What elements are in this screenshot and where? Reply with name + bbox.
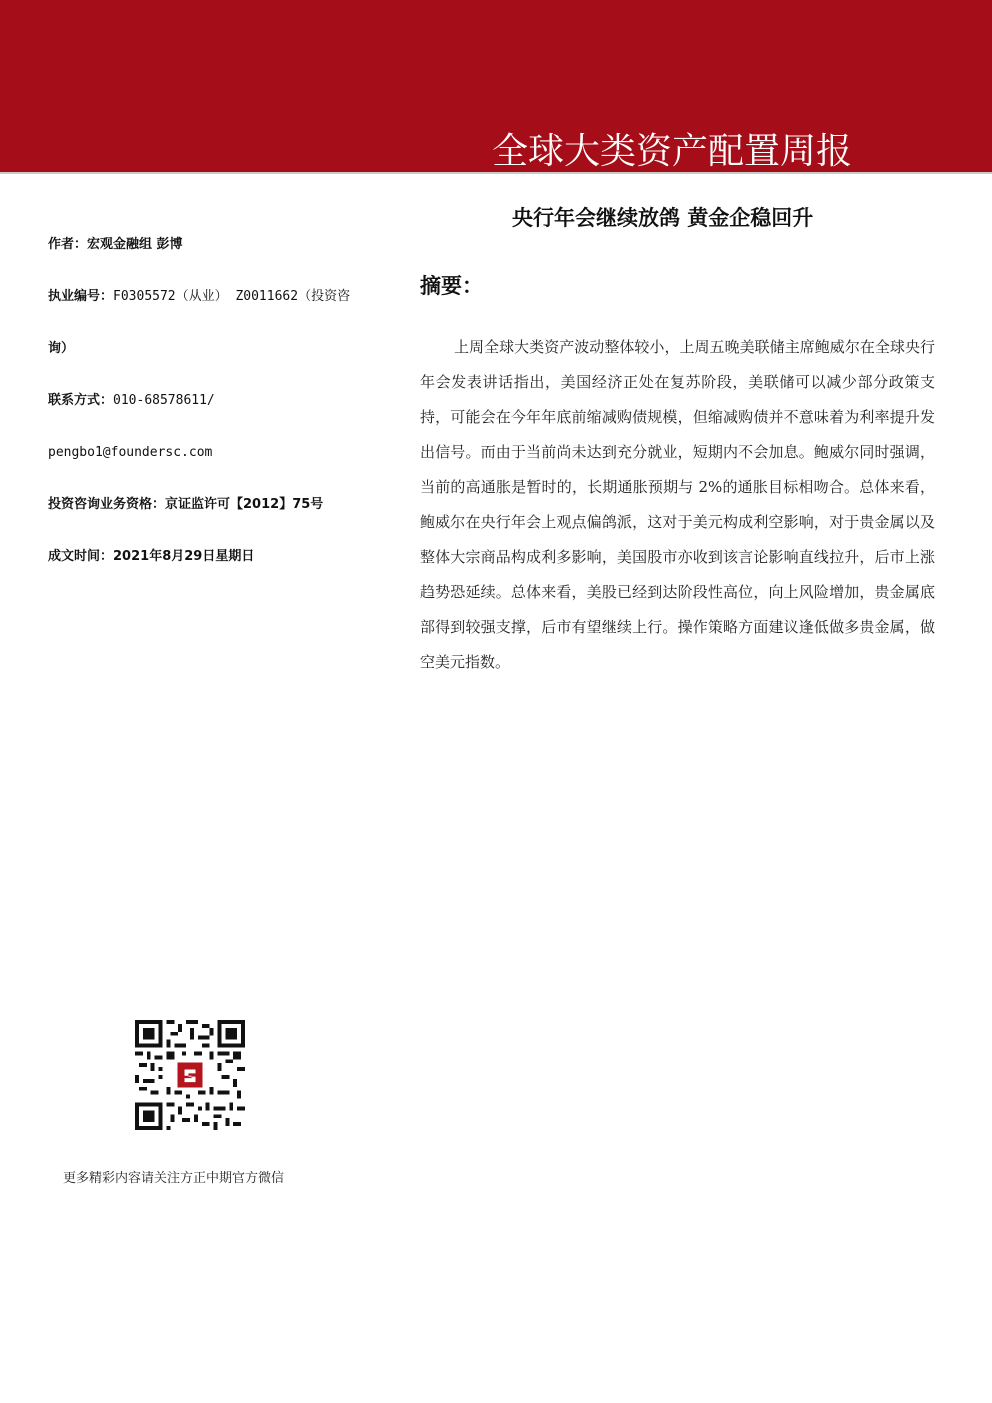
license-line-cont xyxy=(48,340,74,358)
author-label: 作者： xyxy=(48,237,88,252)
license-label: 执业编号： xyxy=(48,289,114,304)
report-title: 全球大类资产配置周报 xyxy=(492,131,853,172)
qualification-line xyxy=(48,496,323,514)
qualification-value: 京证监许可【2012】75号 xyxy=(165,497,324,512)
license-line xyxy=(48,288,350,306)
date-label: 成文时间： xyxy=(48,549,114,564)
author-line xyxy=(48,236,183,254)
license-value: F0305572（从业） Z0011662（投资咨 xyxy=(113,289,351,304)
abstract-heading: 摘要： xyxy=(420,274,483,298)
contact-email[interactable]: pengbo1@foundersc.com xyxy=(48,445,213,460)
report-subtitle: 央行年会继续放鸽 黄金企稳回升 xyxy=(512,206,814,230)
date-value: 2021年8月29日星期日 xyxy=(113,549,255,564)
license-value-cont: 询） xyxy=(48,341,75,356)
author-value: 宏观金融组 彭博 xyxy=(87,237,183,252)
contact-phone: 010-68578611/ xyxy=(113,393,215,408)
abstract-body: 上周全球大类资产波动整体较小，上周五晚美联储主席鲍威尔在全球央行年会发表讲话指出，美国经济正处在复苏阶段，美联储可以减少部分政策支持，可能会在今年年底前缩减购债规模，但缩减购债并不意味着为利率提升发出信号。而由于当前尚未达到充分就业，短期内不会加息。鲍威尔同时强调，当前的高通胀是暂时的，长期通胀预期与 2%的通胀目标相吻合。总体来看，鲍威尔在央行年会上观点偏鸽派，这对于美元构成利空影响，对于贵金属以及整体大宗商品构成利多影响，美国股市亦收到该言论影响直线拉升，后市上涨趋势恐延续。总体来看，美股已经到达阶段性高位，向上风险增加，贵金属底部得到较强支撑，后市有望继续上行。操作策略方面建议逢低做多贵金属，做空美元指数。 xyxy=(420,338,935,671)
qualification-label: 投资咨询业务资格： xyxy=(48,497,166,512)
wechat-qr-code-icon[interactable] xyxy=(134,1020,246,1130)
contact-label: 联系方式： xyxy=(48,393,114,408)
contact-line xyxy=(48,392,215,410)
date-line xyxy=(48,548,254,566)
qr-caption: 更多精彩内容请关注方正中期官方微信 xyxy=(63,1171,285,1186)
contact-email-line xyxy=(48,444,212,462)
